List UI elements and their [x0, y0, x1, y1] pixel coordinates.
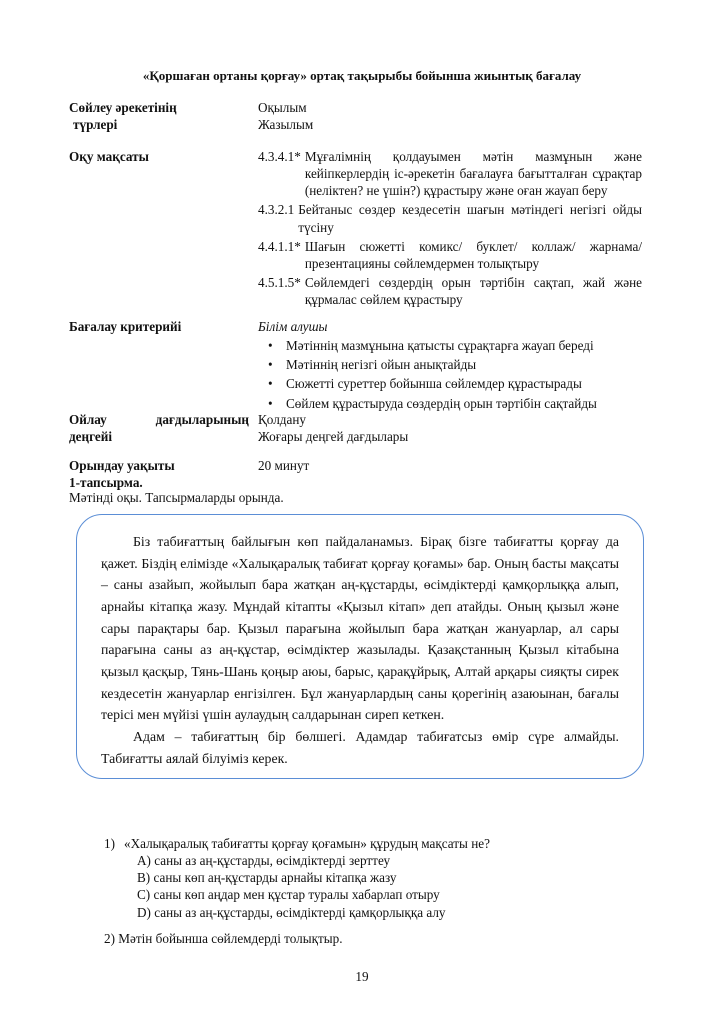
- objectives-label: Оқу мақсаты: [69, 149, 149, 164]
- bullet-icon: •: [268, 395, 273, 411]
- question-2: [104, 930, 343, 947]
- criteria-label: Бағалау критерийі: [69, 319, 182, 334]
- time-value: 20 минут: [258, 458, 310, 473]
- objective-text: Бейтаныс сөздер кездесетін шағын мәтіндегі негізгі ойды түсіну: [298, 202, 642, 235]
- objective-item: [258, 238, 642, 272]
- criteria-subtitle: Білім алушы: [258, 319, 328, 334]
- criteria-item-text: Сөйлем құрастыруда сөздердің орын тәртібін сақтайды: [286, 395, 597, 411]
- objective-item: [258, 148, 642, 199]
- reading-paragraph-2: Адам – табиғаттың бір бөлшегі. Адамдар табиғатсыз өмір сүре алмайды. Табиғатты аялай білуіміз керек.: [101, 728, 619, 766]
- criteria-block: [258, 318, 658, 414]
- question-number: 1): [104, 836, 115, 851]
- objective-text: Сөйлемдегі сөздердің орын тәртібін сақтап, жай және құрмалас сөйлем құрастыру: [304, 275, 642, 308]
- answer-options: [104, 852, 664, 921]
- thinking-values: [258, 411, 642, 445]
- question-number: 2): [104, 931, 115, 946]
- speech-types-label-line1: Сөйлеу әрекетінің: [69, 100, 177, 115]
- task-heading: 1-тапсырма.: [69, 475, 143, 490]
- objective-code: 4.4.1.1*: [258, 238, 301, 254]
- thinking-label-line2: деңгейі: [69, 429, 113, 445]
- objective-code: 4.3.4.1*: [258, 149, 301, 164]
- objective-item: [258, 274, 642, 308]
- bullet-icon: •: [268, 357, 273, 373]
- objectives-list: [258, 148, 642, 310]
- answer-option-c: C) саны көп аңдар мен құстар туралы хабарлап отыру: [137, 887, 440, 903]
- objective-code: 4.3.2.1: [258, 202, 295, 218]
- thinking-label-line1: [69, 411, 249, 428]
- task-instruction: Мәтінді оқы. Тапсырмаларды орында.: [69, 490, 284, 505]
- answer-option-a: A) саны аз аң-құстарды, өсімдіктерді зерттеу: [137, 853, 391, 869]
- criteria-item-text: Мәтіннің мазмұнына қатысты сұрақтарға жауап береді: [286, 338, 594, 354]
- question-text: «Халықаралық табиғатты қорғау қоғамын» құрудың мақсаты не?: [124, 836, 490, 851]
- criteria-item: [258, 356, 658, 373]
- criteria-item: [258, 395, 658, 412]
- answer-option-b: B) саны көп аң-құстарды арнайы кітапқа жазу: [137, 870, 397, 886]
- reading-paragraph-1: Біз табиғаттың байлығын көп пайдаланамыз. Бірақ бізге табиғатты қорғау да қажет. Біздің елімізде «Халықаралық табиғат қорғау қоғамы» бар. Оның басты мақсаты – саны азайып, жойылып бара жатқан аң-құстарды, өсімдіктерді қамқорлыққа алып, арнайы кітапқа жазу. Мұндай кітапты «Қызыл кітап» деп атайды. Оның қызыл және сары парақтары бар. Қызыл парағына жойылып бара жатқан жануарлар, ал сары парағына саны аз аң-құстар, өсімдіктер жазылады. Қазақстанның Қызыл кітабына қызыл қасқыр, Тянь-Шань қоңыр аюы, барыс, қарақұйрық, Алтай арқары сияқты сирек кездесетін жануарлар енгізілген. Бұл жануарлардың саны қорегінің азаюынан, бағалы терісі мен мүйізі үшін аулаудың салдарынан сиреп кеткен.: [101, 534, 619, 723]
- speech-type-writing: Жазылым: [258, 117, 314, 133]
- question-1: [104, 835, 664, 852]
- speech-types-values: [258, 99, 642, 133]
- thinking-label-word1: Ойлау: [69, 412, 107, 427]
- criteria-list: [258, 337, 658, 412]
- page-number: 19: [355, 969, 369, 984]
- speech-type-reading: Оқылым: [258, 100, 307, 115]
- speech-types-label: [69, 99, 249, 133]
- speech-types-label-line2: түрлері: [73, 117, 118, 133]
- reading-text-box: [76, 514, 644, 779]
- thinking-label-word2: дағдыларының: [155, 412, 249, 427]
- criteria-item: [258, 375, 658, 392]
- objective-item: [258, 201, 642, 235]
- time-label: Орындау уақыты: [69, 458, 175, 473]
- question-text: Мәтін бойынша сөйлемдерді толықтыр.: [118, 931, 343, 946]
- thinking-level-high: Жоғары деңгей дағдылары: [258, 429, 409, 445]
- page-title: «Қоршаған ортаны қорғау» ортақ тақырыбы бойынша жиынтық бағалау: [142, 68, 582, 83]
- thinking-level-apply: Қолдану: [258, 412, 307, 427]
- questions-section: [104, 835, 664, 921]
- bullet-icon: •: [268, 376, 273, 392]
- answer-option-d: D) саны аз аң-құстарды, өсімдіктерді қамқорлыққа алу: [137, 904, 446, 920]
- criteria-item-text: Мәтіннің негізгі ойын анықтайды: [286, 357, 477, 373]
- criteria-item-text: Сюжетті суреттер бойынша сөйлемдер құрастырады: [286, 376, 582, 392]
- bullet-icon: •: [268, 338, 273, 354]
- objective-text: Мұғалімнің қолдауымен мәтін мазмұнын және кейіпкерлердің іс-әрекетін бағалауға бағытталған сұрақтар (неліктен? не үшін?) құрастыру және оған жауап беру: [304, 149, 642, 199]
- thinking-label: [69, 411, 249, 445]
- objective-code: 4.5.1.5*: [258, 275, 301, 291]
- objective-text: Шағын сюжетті комикс/ буклет/ коллаж/ жарнама/ презентацияны сөйлемдермен толықтыру: [304, 238, 642, 271]
- criteria-item: [258, 337, 658, 354]
